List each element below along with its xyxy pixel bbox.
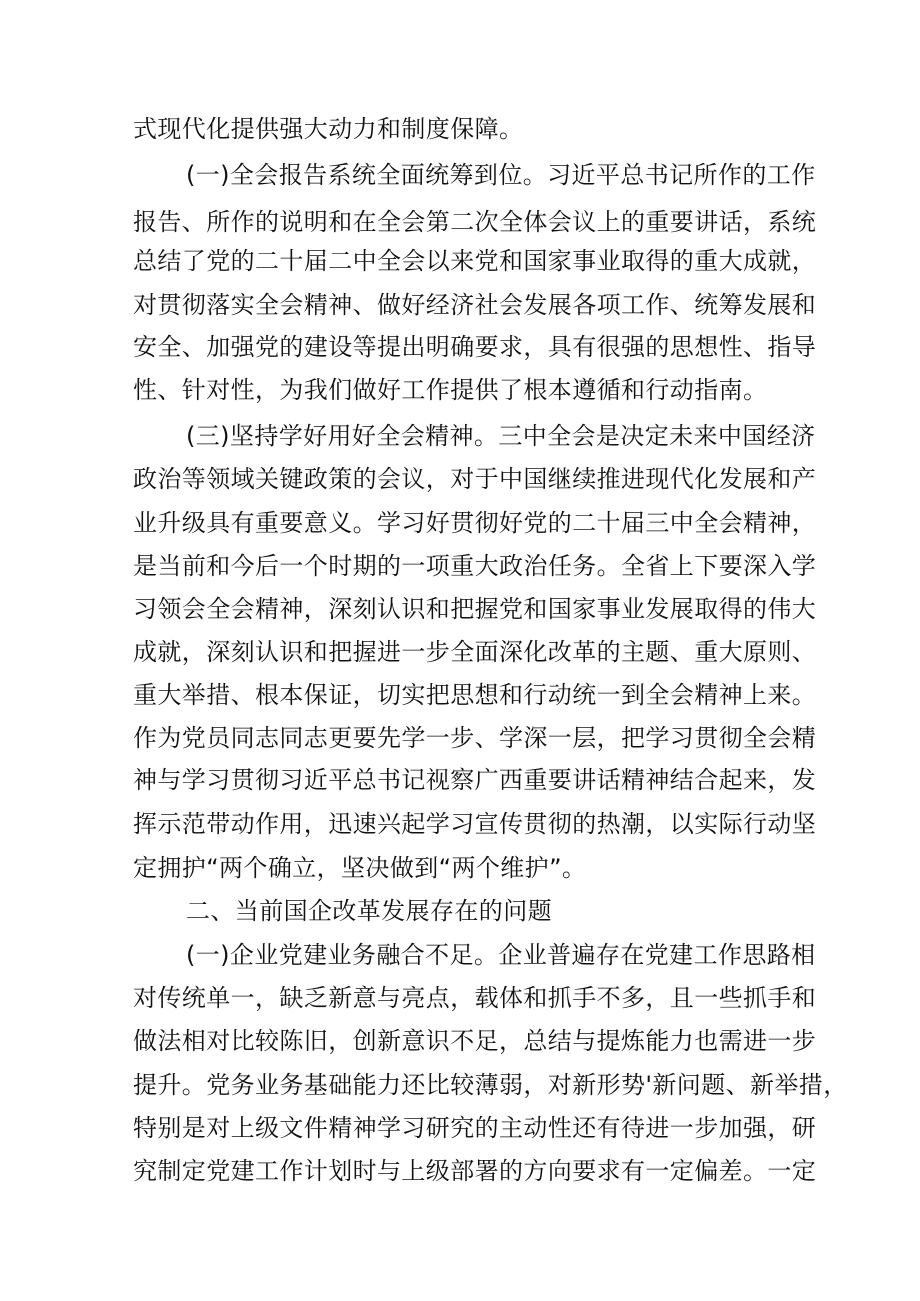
text-line: 做法相对比较陈旧，创新意识不足，总结与提炼能力也需进一步 <box>133 1027 817 1055</box>
section-heading: 二、当前国企改革发展存在的问题 <box>186 897 552 925</box>
text-line: 对传统单一，缺乏新意与亮点，载体和抓手不多，且一些抓手和 <box>133 984 817 1012</box>
text-line: 政治等领域关键政策的会议，对于中国继续推进现代化发展和产 <box>133 465 817 493</box>
text-line: 报告、所作的说明和在全会第二次全体会议上的重要讲话，系统 <box>133 208 817 236</box>
text-line: 安全、加强党的建设等提出明确要求，具有很强的思想性、指导 <box>133 333 817 361</box>
text-line: 神与学习贯彻习近平总书记视察广西重要讲话精神结合起来，发 <box>133 766 817 794</box>
paragraph-heading-line: (一)企业党建业务融合不足。企业普遍存在党建工作思路相 <box>186 941 816 969</box>
text-line: 习领会全会精神，深刻认识和把握党和国家事业发展取得的伟大 <box>133 595 817 623</box>
text-line: 是当前和今后一个时期的一项重大政治任务。全省上下要深入学 <box>133 552 817 580</box>
text-line: 业升级具有重要意义。学习好贯彻好党的二十届三中全会精神， <box>133 509 817 537</box>
text-line: 成就，深刻认识和把握进一步全面深化改革的主题、重大原则、 <box>133 638 817 666</box>
text-line: 挥示范带动作用，迅速兴起学习宣传贯彻的热潮，以实际行动坚 <box>133 810 817 838</box>
text-line: 性、针对性，为我们做好工作提供了根本遵循和行动指南。 <box>133 376 768 404</box>
text-line: 作为党员同志同志更要先学一步、学深一层，把学习贯彻全会精 <box>133 724 817 752</box>
text-line: 重大举措、根本保证，切实把思想和行动统一到全会精神上来。 <box>133 681 817 709</box>
text-line: 对贯彻落实全会精神、做好经济社会发展各项工作、统筹发展和 <box>133 291 817 319</box>
text-line: 定拥护“两个确立，坚决做到“两个维护”。 <box>133 854 587 882</box>
text-line: 究制定党建工作计划时与上级部署的方向要求有一定偏差。一定 <box>133 1157 817 1185</box>
paragraph-heading-line: (一)全会报告系统全面统筹到位。习近平总书记所作的工作 <box>186 161 816 189</box>
text-line: 式现代化提供强大动力和制度保障。 <box>133 115 524 143</box>
text-line: 提升。党务业务基础能力还比较薄弱，对新形势'新问题、新举措， <box>133 1071 848 1099</box>
text-line: 总结了党的二十届二中全会以来党和国家事业取得的重大成就， <box>133 247 817 275</box>
text-line: 特别是对上级文件精神学习研究的主动性还有待进一步加强，研 <box>133 1114 817 1142</box>
paragraph-heading-line: (三)坚持学好用好全会精神。三中全会是决定未来中国经济 <box>186 422 816 450</box>
